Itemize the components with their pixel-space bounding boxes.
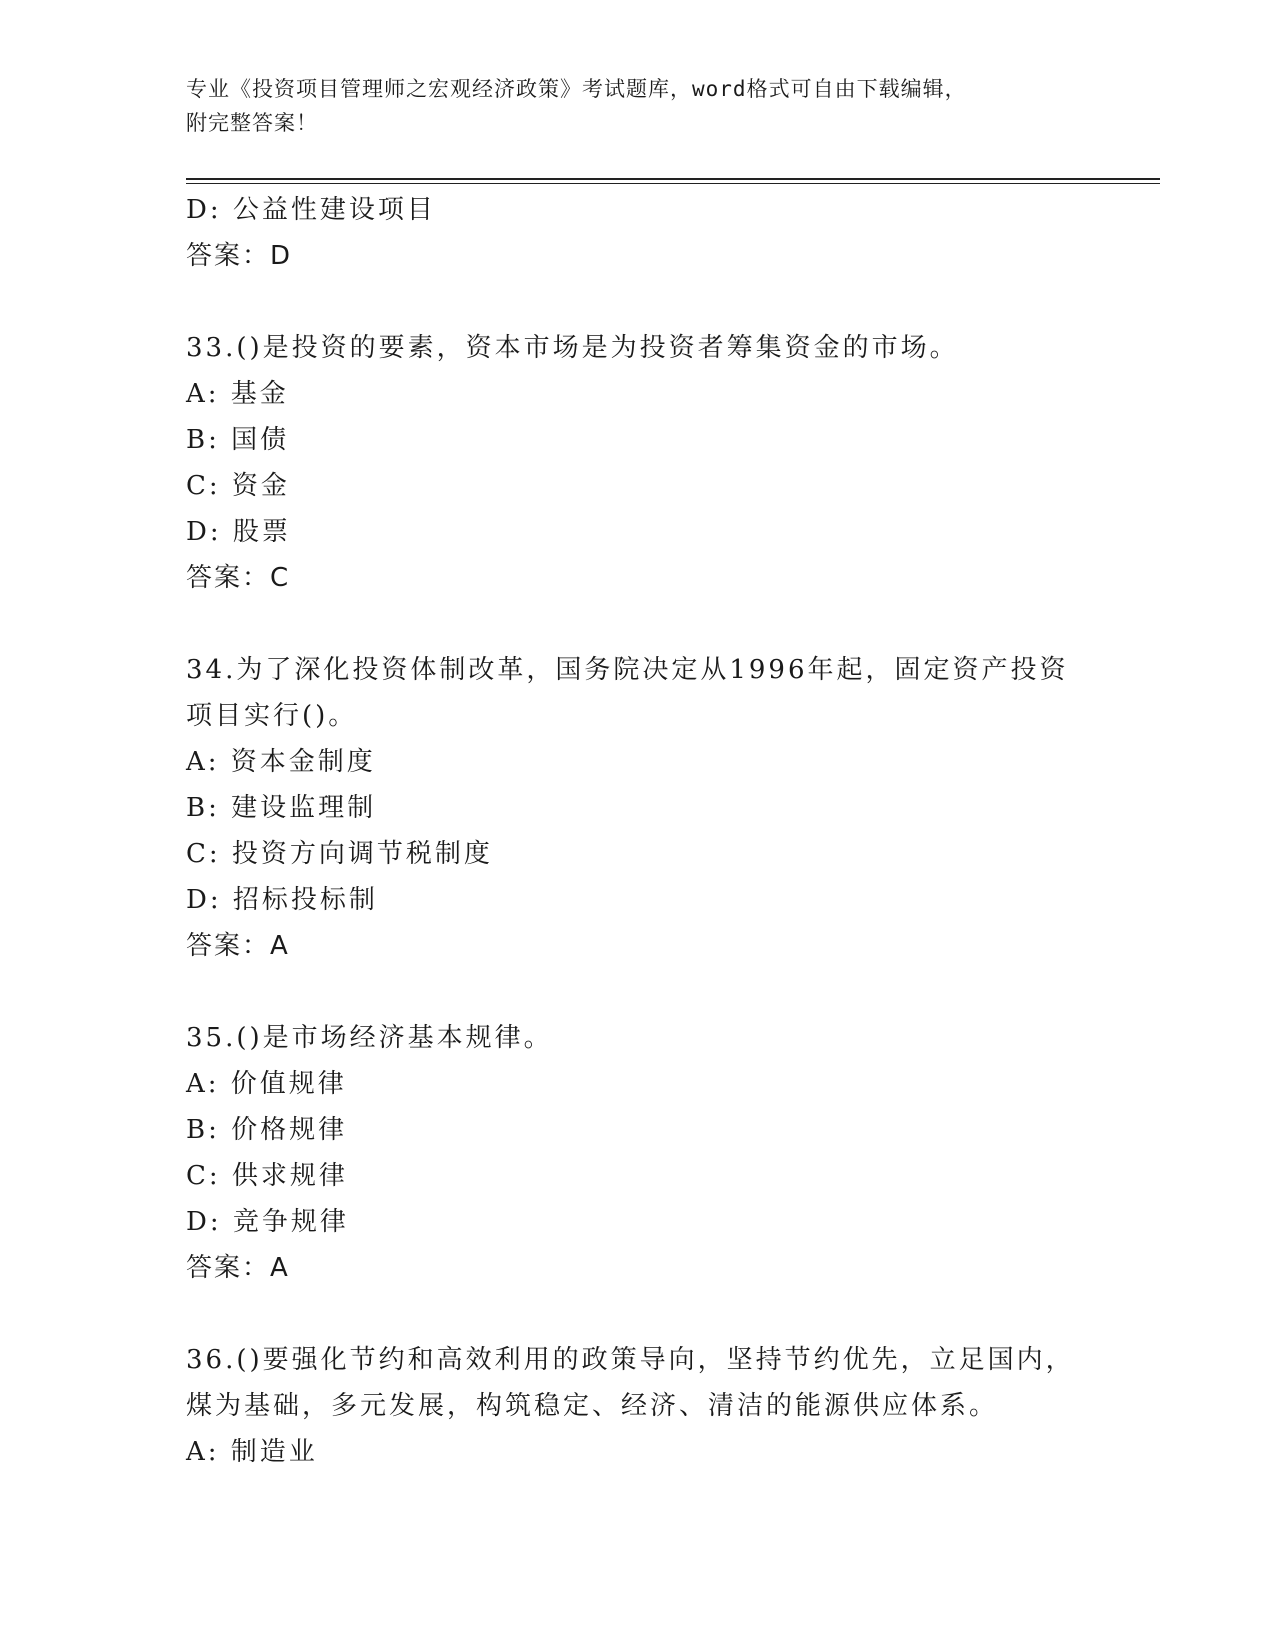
question-33 — [186, 325, 1076, 601]
q35-option-a: A: 价值规律 — [186, 1069, 347, 1099]
question-list — [186, 187, 1076, 1475]
q34-answer: 答案：A — [186, 931, 290, 961]
q34-option-c: C: 投资方向调节税制度 — [186, 839, 493, 869]
q35-option-b: B: 价格规律 — [186, 1115, 348, 1145]
q36-stem-line-2: 煤为基础，多元发展，构筑稳定、经济、清洁的能源供应体系。 — [186, 1391, 999, 1421]
q34-stem-line-2: 项目实行()。 — [186, 701, 358, 731]
header-line-2: 附完整答案！ — [186, 111, 318, 135]
spacer — [186, 279, 1076, 325]
q34-option-b: B: 建设监理制 — [186, 793, 377, 823]
q35-stem: 35.()是市场经济基本规律。 — [186, 1023, 553, 1053]
question-35 — [186, 1015, 1076, 1291]
q32-answer: 答案：D — [186, 241, 293, 271]
q34-stem-line-1: 34.为了深化投资体制改革，国务院决定从1996年起，固定资产投资 — [186, 655, 1069, 685]
q33-answer: 答案：C — [186, 563, 291, 593]
header-divider-thin — [186, 183, 1160, 184]
spacer — [186, 1291, 1076, 1337]
question-34 — [186, 647, 1076, 969]
q33-option-a: A: 基金 — [186, 379, 289, 409]
q33-stem: 33.()是投资的要素，资本市场是为投资者筹集资金的市场。 — [186, 333, 959, 363]
q33-option-b: B: 国债 — [186, 425, 290, 455]
header-line-1: 专业《投资项目管理师之宏观经济政策》考试题库，word格式可自由下载编辑， — [186, 77, 967, 101]
q33-option-d: D: 股票 — [186, 517, 291, 547]
document-header — [186, 72, 1066, 140]
q35-option-c: C: 供求规律 — [186, 1161, 348, 1191]
q34-option-a: A: 资本金制度 — [186, 747, 376, 777]
header-divider-thick — [186, 178, 1160, 180]
q35-option-d: D: 竞争规律 — [186, 1207, 349, 1237]
spacer — [186, 969, 1076, 1015]
q33-option-c: C: 资金 — [186, 471, 290, 501]
q36-option-a: A: 制造业 — [186, 1437, 318, 1467]
q35-answer: 答案：A — [186, 1253, 290, 1283]
q32-option-d: D: 公益性建设项目 — [186, 195, 436, 225]
question-36 — [186, 1337, 1076, 1475]
q36-stem-line-1: 36.()要强化节约和高效利用的政策导向，坚持节约优先，立足国内， — [186, 1345, 1075, 1375]
spacer — [186, 601, 1076, 647]
q34-option-d: D: 招标投标制 — [186, 885, 378, 915]
